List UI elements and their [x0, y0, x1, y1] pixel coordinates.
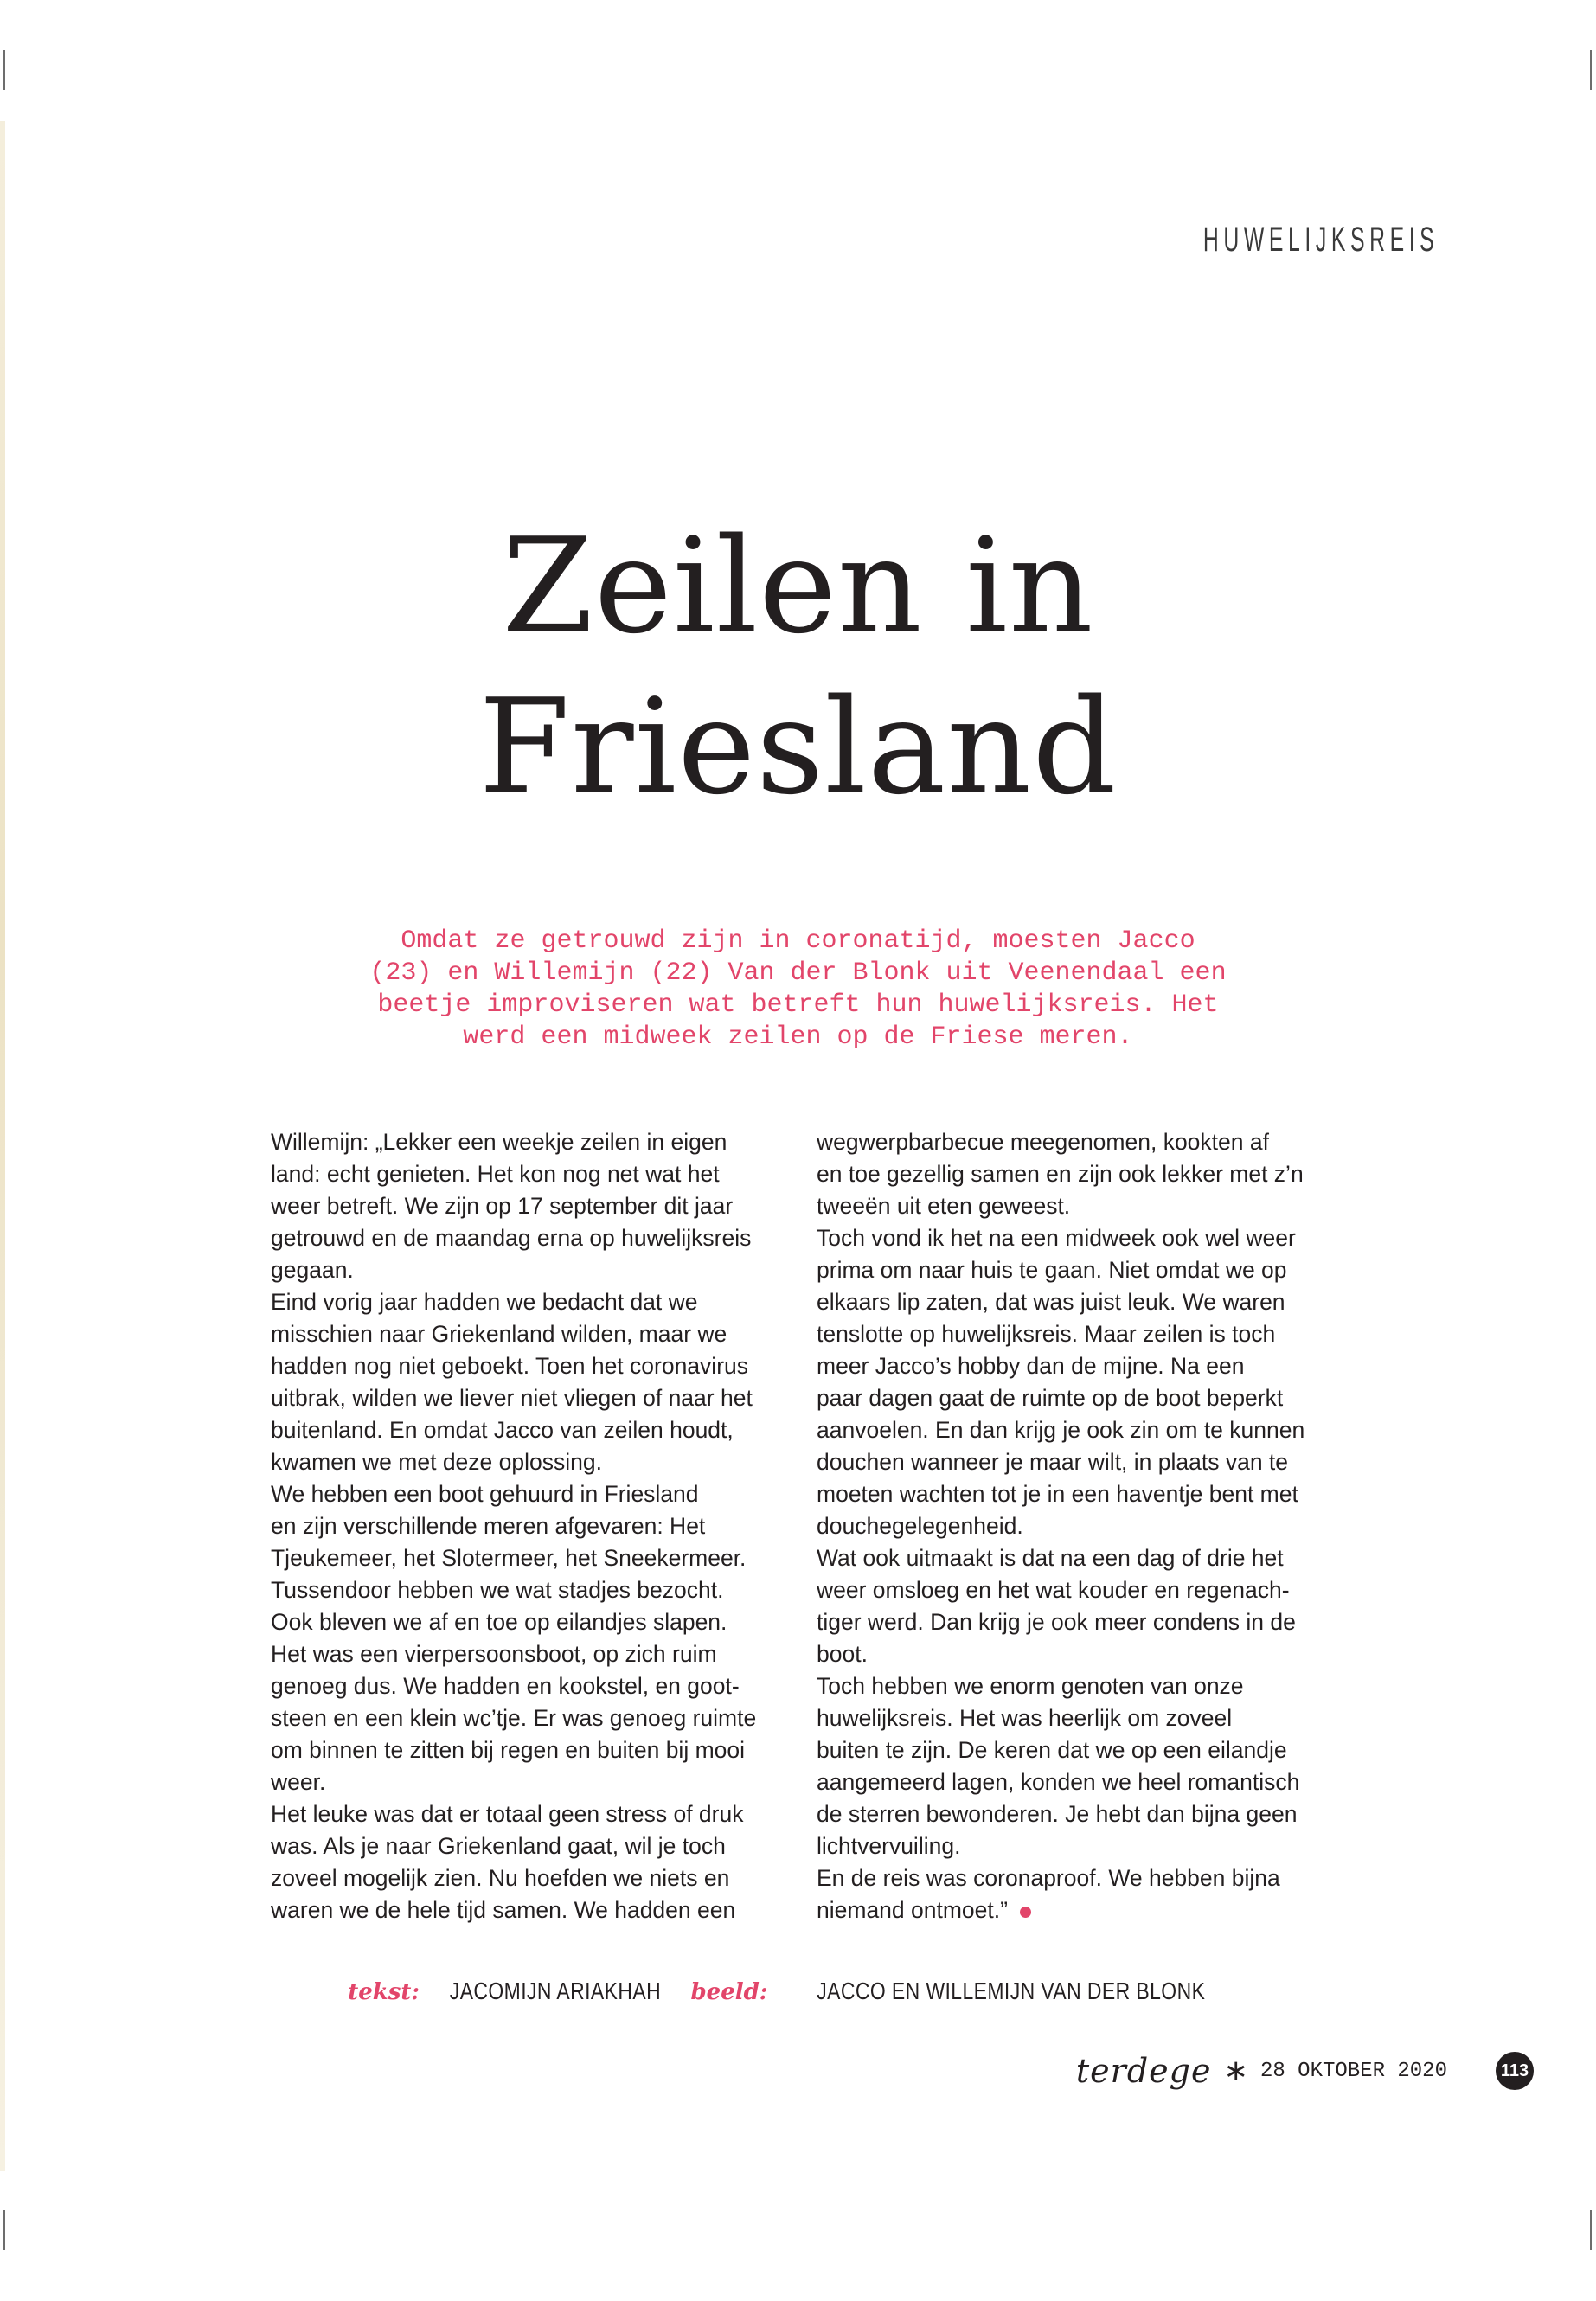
- body-line: de sterren bewonderen. Je hebt dan bijna geen: [817, 1801, 1298, 1827]
- body-line: Tussendoor hebben we wat stadjes bezocht.: [271, 1577, 724, 1603]
- body-line: elkaars lip zaten, dat was juist leuk. We waren: [817, 1289, 1285, 1315]
- crop-mark-top-left: [3, 50, 5, 90]
- body-column-left: [271, 1126, 790, 1926]
- body-line: buitenland. En omdat Jacco van zeilen houdt,: [271, 1417, 734, 1443]
- magazine-logo: terdege: [1075, 2052, 1212, 2090]
- body-line: En de reis was coronaproof. We hebben bijna: [817, 1865, 1280, 1891]
- headline-line-1: Zeilen in: [502, 510, 1094, 663]
- crop-mark-bottom-right: [1590, 2210, 1592, 2250]
- crop-mark-top-right: [1590, 50, 1592, 90]
- body-line: getrouwd en de maandag erna op huwelijksreis: [271, 1225, 752, 1251]
- body-line: genoeg dus. We hadden en kookstel, en goot-: [271, 1673, 740, 1699]
- body-line: Willemijn: „Lekker een weekje zeilen in eigen: [271, 1129, 727, 1155]
- body-line: huwelijksreis. Het was heerlijk om zoveel: [817, 1705, 1233, 1731]
- body-line: tiger werd. Dan krijg je ook meer condens in de: [817, 1609, 1296, 1635]
- body-line: Tjeukemeer, het Slotermeer, het Sneekermeer.: [271, 1545, 747, 1571]
- body-line: steen en een klein wc’tje. Er was genoeg ruimte: [271, 1705, 757, 1731]
- body-line: Ook bleven we af en toe op eilandjes slapen.: [271, 1609, 727, 1635]
- body-line: aanvoelen. En dan krijg je ook zin om te kunnen: [817, 1417, 1305, 1443]
- body-line: weer omsloeg en het wat kouder en regenach-: [817, 1577, 1290, 1603]
- body-line: tenslotte op huwelijksreis. Maar zeilen is toch: [817, 1321, 1276, 1347]
- body-line: hadden nog niet geboekt. Toen het coronavirus: [271, 1353, 749, 1379]
- body-line: en toe gezellig samen en zijn ook lekker met z’n: [817, 1161, 1304, 1187]
- credit-image-label: beeld:: [690, 1979, 768, 2005]
- body-line: douchegelegenheid.: [817, 1513, 1023, 1539]
- body-line: misschien naar Griekenland wilden, maar we: [271, 1321, 727, 1347]
- body-line: weer betreft. We zijn op 17 september dit jaar: [271, 1193, 734, 1219]
- credit-text-label: tekst:: [348, 1979, 420, 2005]
- credit-image-name: JACCO EN WILLEMIJN VAN DER BLONK: [817, 1977, 1206, 2004]
- credit-text-name: JACOMIJN ARIAKHAH: [449, 1977, 661, 2004]
- body-line: uitbrak, wilden we liever niet vliegen of naar het: [271, 1385, 753, 1411]
- body-line: Eind vorig jaar hadden we bedacht dat we: [271, 1289, 698, 1315]
- body-line: niemand ontmoet.”: [817, 1894, 1336, 1926]
- body-column-right: [817, 1126, 1336, 1926]
- body-line: douchen wanneer je maar wilt, in plaats van te: [817, 1449, 1289, 1475]
- credits: [0, 1977, 1596, 2005]
- body-line: wegwerpbarbecue meegenomen, kookten af: [817, 1129, 1269, 1155]
- body-line: lichtvervuiling.: [817, 1833, 961, 1859]
- body-line: Het was een vierpersoonsboot, op zich ruim: [271, 1641, 717, 1667]
- body-line: Toch hebben we enorm genoten van onze: [817, 1673, 1244, 1699]
- body-line: gegaan.: [271, 1257, 354, 1283]
- body-line: paar dagen gaat de ruimte op de boot beperkt: [817, 1385, 1284, 1411]
- issue-date: 28 OKTOBER 2020: [1259, 2059, 1447, 2083]
- body-line: tweeën uit eten geweest.: [817, 1193, 1071, 1219]
- page-number: 113: [1496, 2052, 1534, 2090]
- body-line: Toch vond ik het na een midweek ook wel weer: [817, 1225, 1296, 1251]
- body-line: kwamen we met deze oplossing.: [271, 1449, 602, 1475]
- body-line: waren we de hele tijd samen. We hadden een: [271, 1897, 736, 1923]
- intro-paragraph: Omdat ze getrouwd zijn in coronatijd, moesten Jacco (23) en Willemijn (22) Van der Blonk uit Veenendaal een beetje improviseren wat betreft hun huwelijksreis. Het werd een midweek zeilen op de Friese meren.: [369, 926, 1227, 1052]
- headline-line-2: Friesland: [478, 670, 1118, 824]
- headline: [0, 506, 1596, 828]
- body-line: land: echt genieten. Het kon nog net wat het: [271, 1161, 720, 1187]
- crop-mark-bottom-left: [3, 2210, 5, 2250]
- body-line: Het leuke was dat er totaal geen stress of druk: [271, 1801, 744, 1827]
- body-line: We hebben een boot gehuurd in Friesland: [271, 1481, 699, 1507]
- body-line: om binnen te zitten bij regen en buiten bij mooi: [271, 1737, 746, 1763]
- body-line: en zijn verschillende meren afgevaren: Het: [271, 1513, 706, 1539]
- body-line: moeten wachten tot je in een haventje bent met: [817, 1481, 1298, 1507]
- page-footer: [1076, 2052, 1534, 2090]
- body-line: boot.: [817, 1641, 868, 1667]
- body-line: zoveel mogelijk zien. Nu hoefden we niets en: [271, 1865, 730, 1891]
- body-line: meer Jacco’s hobby dan de mijne. Na een: [817, 1353, 1245, 1379]
- body-line: Wat ook uitmaakt is dat na een dag of drie het: [817, 1545, 1284, 1571]
- section-label: HUWELIJKSREIS: [1202, 221, 1439, 259]
- body-line: weer.: [271, 1769, 326, 1795]
- body-line: buiten te zijn. De keren dat we op een eilandje: [817, 1737, 1287, 1763]
- body-line: was. Als je naar Griekenland gaat, wil je toch: [271, 1833, 726, 1859]
- page-edge-strip: [0, 121, 5, 2171]
- asterisk-icon: ∗: [1223, 2054, 1248, 2087]
- end-mark-icon: [1020, 1907, 1031, 1918]
- body-line: aangemeerd lagen, konden we heel romantisch: [817, 1769, 1300, 1795]
- body-line: prima om naar huis te gaan. Niet omdat we op: [817, 1257, 1287, 1283]
